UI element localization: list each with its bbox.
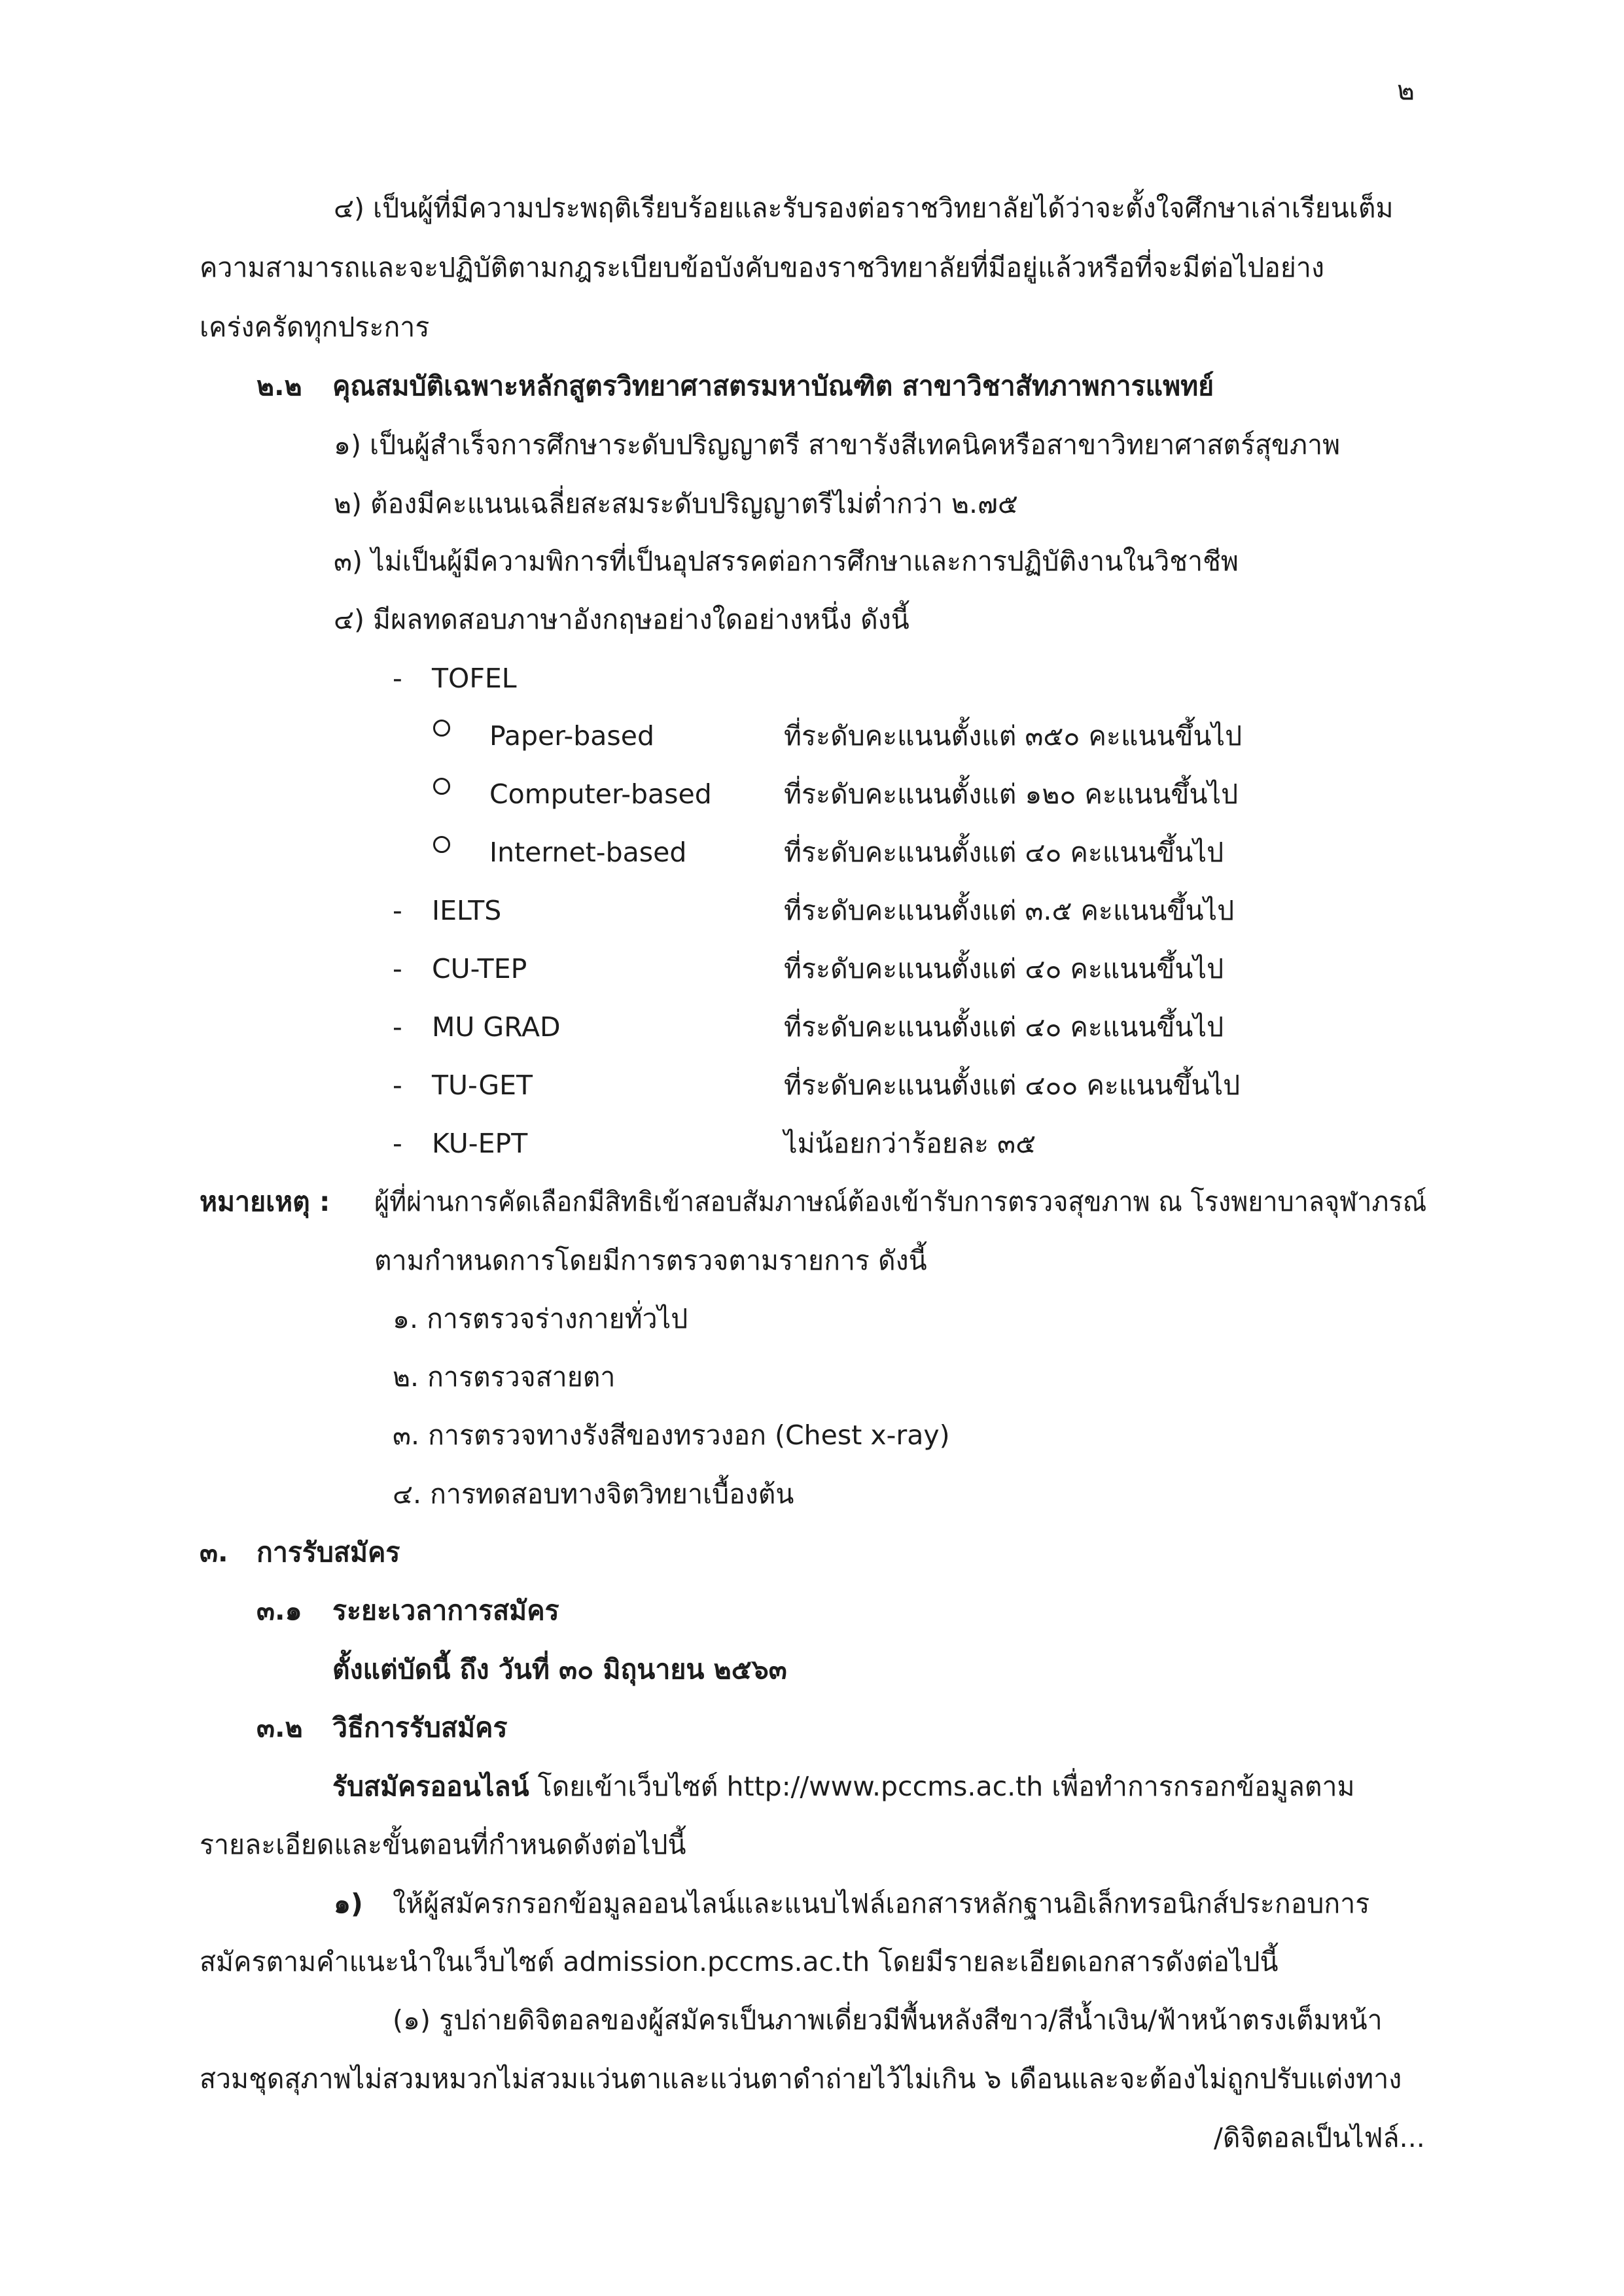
qualification-item-2: ๒) ต้องมีคะแนนเฉลี่ยสะสมระดับปริญญาตรีไม่ต่ำกว่า ๒.๗๕ (334, 488, 1018, 519)
dash-bullet: - (393, 1070, 402, 1101)
qualification-item-3: ๓) ไม่เป็นผู้มีความพิการที่เป็นอุปสรรคต่อการศึกษาและการปฏิบัติงานในวิชาชีพ (334, 546, 1239, 577)
note-label: หมายเหตุ : (200, 1186, 330, 1217)
online-application-label: รับสมัครออนไลน์ (332, 1771, 529, 1802)
test-name-mugrad: MU GRAD (432, 1011, 561, 1043)
online-application-text: โดยเข้าเว็บไซต์ http://www.pccms.ac.th เพื่อทำการกรอกข้อมูลตาม (529, 1771, 1355, 1802)
health-check-item-4: ๔. การทดสอบทางจิตวิทยาเบื้องต้น (393, 1478, 794, 1510)
circle-bullet-icon (433, 836, 450, 853)
continuation-marker: /ดิจิตอลเป็นไฟล์... (1214, 2122, 1425, 2153)
dash-bullet: - (393, 1011, 402, 1043)
tofel-computer-score: ที่ระดับคะแนนตั้งแต่ ๑๒๐ คะแนนขึ้นไป (784, 778, 1239, 810)
section-3-1-number: ๓.๑ (256, 1595, 302, 1626)
health-check-item-1: ๑. การตรวจร่างกายทั่วไป (393, 1303, 688, 1334)
sub-step-1-line-1: (๑) รูปถ่ายดิจิตอลของผู้สมัครเป็นภาพเดี่ยวมีพื้นหลังสีขาว/สีน้ำเงิน/ฟ้าหน้าตรงเต็มหน้า (393, 2004, 1383, 2036)
dash-bullet: - (393, 953, 402, 984)
section-2-2-number: ๒.๒ (256, 370, 302, 402)
step-1-line-2: สมัครตามคำแนะนำในเว็บไซต์ admission.pccms.ac.th โดยมีรายละเอียดเอกสารดังต่อไปนี้ (200, 1946, 1279, 1977)
step-1-number: ๑) (334, 1888, 363, 1919)
section-3-number: ๓. (200, 1537, 228, 1568)
section-2-2-title: คุณสมบัติเฉพาะหลักสูตรวิทยาศาสตรมหาบัณฑิต สาขาวิชาสัทภาพการแพทย์ (332, 370, 1214, 402)
section-3-1-title: ระยะเวลาการสมัคร (332, 1595, 559, 1626)
dash-bullet: - (393, 1128, 402, 1159)
tofel-internet-name: Internet-based (489, 837, 687, 868)
section-3-title: การรับสมัคร (256, 1537, 400, 1568)
tofel-paper-name: Paper-based (489, 720, 655, 752)
test-name-tuget: TU-GET (432, 1070, 533, 1101)
test-name-kuept: KU-EPT (432, 1128, 528, 1159)
tofel-label: TOFEL (432, 663, 517, 694)
circle-bullet-icon (433, 720, 450, 737)
intro-line-2: ความสามารถและจะปฏิบัติตามกฎระเบียบข้อบังคับของราชวิทยาลัยที่มีอยู่แล้วหรือที่จะมีต่อไปอย่าง (200, 252, 1324, 283)
sub-step-1-line-2: สวมชุดสุภาพไม่สวมหมวกไม่สวมแว่นตาและแว่นตาดำถ่ายไว้ไม่เกิน ๖ เดือนและจะต้องไม่ถูกปรับแต่งทาง (200, 2063, 1402, 2095)
application-period: ตั้งแต่บัดนี้ ถึง วันที่ ๓๐ มิถุนายน ๒๕๖๓ (332, 1654, 787, 1685)
test-name-cutep: CU-TEP (432, 953, 527, 984)
health-check-item-2: ๒. การตรวจสายตา (393, 1361, 616, 1393)
tofel-computer-name: Computer-based (489, 778, 712, 810)
dash-bullet: - (393, 895, 402, 926)
page-number: ๒ (1397, 75, 1415, 106)
test-score-mugrad: ที่ระดับคะแนนตั้งแต่ ๔๐ คะแนนขึ้นไป (784, 1011, 1224, 1043)
tofel-internet-score: ที่ระดับคะแนนตั้งแต่ ๔๐ คะแนนขึ้นไป (784, 837, 1224, 868)
section-3-2-title: วิธีการรับสมัคร (332, 1712, 508, 1743)
test-score-cutep: ที่ระดับคะแนนตั้งแต่ ๔๐ คะแนนขึ้นไป (784, 953, 1224, 984)
qualification-item-1: ๑) เป็นผู้สำเร็จการศึกษาระดับปริญญาตรี สาขารังสีเทคนิคหรือสาขาวิทยาศาสตร์สุขภาพ (334, 429, 1341, 461)
qualification-item-4: ๔) มีผลทดสอบภาษาอังกฤษอย่างใดอย่างหนึ่ง ดังนี้ (334, 604, 909, 635)
online-application-line-1 (332, 1769, 1355, 1803)
section-3-2-number: ๓.๒ (256, 1712, 303, 1743)
tofel-paper-score: ที่ระดับคะแนนตั้งแต่ ๓๕๐ คะแนนขึ้นไป (784, 720, 1243, 752)
test-name-ielts: IELTS (432, 895, 502, 926)
health-check-item-3: ๓. การตรวจทางรังสีของทรวงอก (Chest x-ray) (393, 1419, 950, 1451)
online-application-line-2: รายละเอียดและขั้นตอนที่กำหนดดังต่อไปนี้ (200, 1829, 686, 1860)
step-1-line-1: ให้ผู้สมัครกรอกข้อมูลออนไลน์และแนบไฟล์เอกสารหลักฐานอิเล็กทรอนิกส์ประกอบการ (393, 1888, 1370, 1919)
note-line-2: ตามกำหนดการโดยมีการตรวจตามรายการ ดังนี้ (374, 1245, 927, 1276)
test-score-kuept: ไม่น้อยกว่าร้อยละ ๓๕ (784, 1128, 1036, 1159)
test-score-tuget: ที่ระดับคะแนนตั้งแต่ ๔๐๐ คะแนนขึ้นไป (784, 1070, 1241, 1101)
test-score-ielts: ที่ระดับคะแนนตั้งแต่ ๓.๕ คะแนนขึ้นไป (784, 895, 1235, 926)
intro-line-3: เคร่งครัดทุกประการ (200, 311, 430, 343)
intro-line-1: ๔) เป็นผู้ที่มีความประพฤติเรียบร้อยและรับรองต่อราชวิทยาลัยได้ว่าจะตั้งใจศึกษาเล่าเรียนเต็ม (334, 192, 1394, 224)
dash-bullet: - (393, 663, 402, 694)
circle-bullet-icon (433, 778, 450, 795)
note-line-1: ผู้ที่ผ่านการคัดเลือกมีสิทธิเข้าสอบสัมภาษณ์ต้องเข้ารับการตรวจสุขภาพ ณ โรงพยาบาลจุฬาภรณ์ (374, 1186, 1427, 1217)
